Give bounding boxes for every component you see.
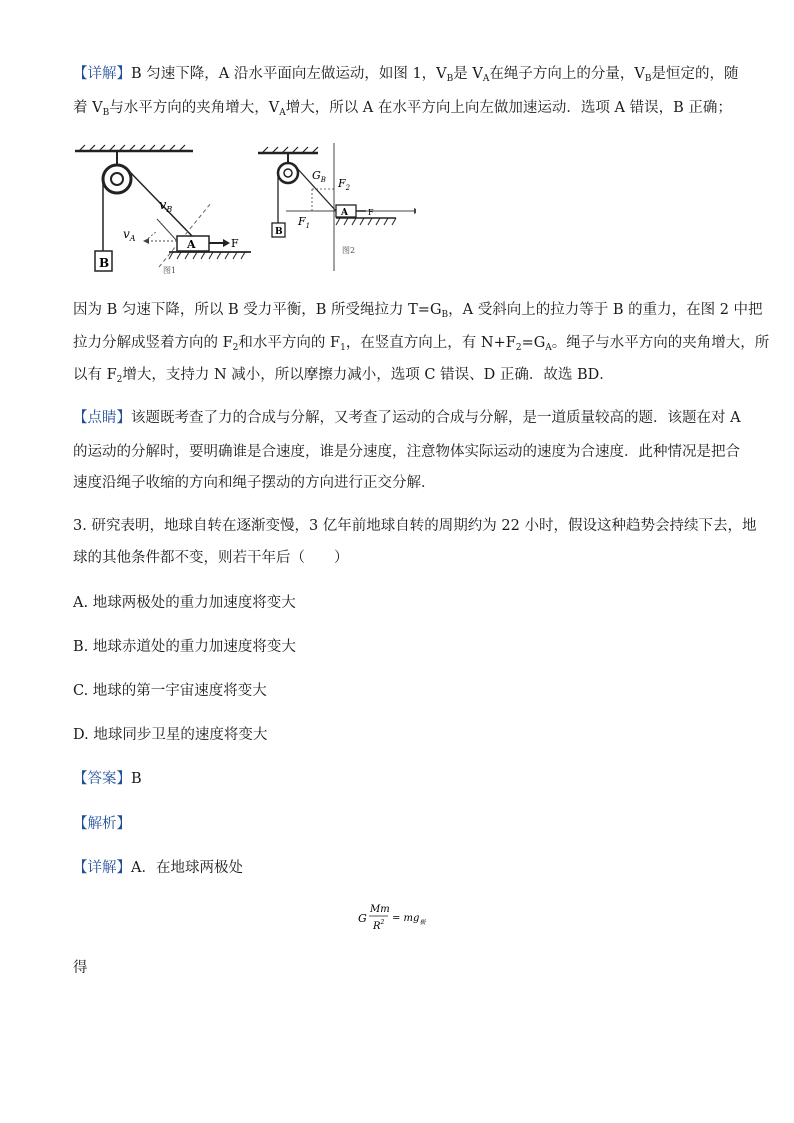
answer-line [73, 769, 142, 789]
question3-line2 [73, 548, 349, 568]
vb-label: $v_B$ [159, 198, 173, 214]
detail1-line1 [73, 64, 738, 84]
text-run: 的运动的分解时，要明确谁是合速度，谁是分速度，注意物体实际运动的速度为合速度．此种情况是把合 [73, 444, 740, 460]
subscript: 2 [116, 375, 123, 385]
formula-denominator: $R^2$ [373, 919, 385, 932]
vb-vector [157, 219, 177, 241]
para2-line1 [73, 300, 763, 320]
text-run: 增大，所以 A 在水平方向上向左做加速运动．选项 A 错误，B 正确； [285, 100, 732, 116]
detail1-line2 [73, 98, 732, 118]
analysis-tag: 【解析】 [73, 816, 131, 832]
text-run: 在绳子方向上的分量，V [489, 66, 645, 82]
text-run: 因为 B 匀速下降，所以 B 受力平衡，B 所受绳拉力 T=G [73, 302, 442, 318]
option-d [73, 725, 267, 745]
subscript: B [102, 108, 110, 118]
text-run: 是恒定的，随 [651, 66, 739, 82]
axis-arrowhead [414, 208, 416, 214]
detail-tag: 【详解】 [73, 860, 131, 876]
force-label: F [368, 208, 374, 217]
formula-rhs: = $mg_极$ [392, 913, 426, 926]
text-run: 和水平方向的 F [238, 335, 341, 351]
subscript: 2 [232, 343, 239, 353]
comment-line2 [73, 442, 740, 462]
analysis-line [73, 814, 131, 834]
answer-tag: 【答案】 [73, 771, 131, 787]
figure-1-pulley-diagram [73, 143, 273, 275]
option-text: B. 地球赤道处的重力加速度将变大 [73, 639, 296, 655]
text-run: 。绳子与水平方向的夹角增大，所 [551, 335, 770, 351]
text-run: 以有 F [73, 367, 117, 383]
figure-2-force-diagram [256, 143, 416, 273]
subscript: B [644, 74, 652, 84]
subscript: 2 [515, 343, 522, 353]
subscript: A [545, 343, 552, 353]
subscript: 1 [340, 343, 346, 353]
pulley-axle [284, 169, 292, 177]
block-a-label: A [341, 208, 348, 218]
va-arrowhead [143, 238, 149, 244]
floor-hatch [336, 218, 396, 225]
text-run: =G [521, 335, 546, 351]
force-label: F [231, 237, 239, 250]
option-a [73, 593, 296, 613]
detail2-line [73, 858, 243, 878]
va-label: $v_A$ [123, 227, 136, 243]
text-run: A．在地球两极处 [131, 860, 243, 876]
text-run: 该题既考查了力的合成与分解，又考查了运动的合成与分解，是一道质量较高的题．该题在对 A [131, 410, 741, 426]
force-arrowhead [223, 239, 230, 247]
text-run: 得 [73, 960, 88, 976]
question3-line1 [73, 516, 756, 536]
block-b-label: B [99, 256, 110, 270]
question-text: 球的其他条件都不变，则若干年后（ ） [73, 550, 349, 566]
subscript: A [279, 108, 286, 118]
gb-label: $G_B$ [312, 169, 326, 184]
f2-label: $F_2$ [338, 177, 351, 192]
option-c [73, 681, 267, 701]
text-run: 与水平方向的夹角增大，V [109, 100, 280, 116]
text-run: ，A 受斜向上的拉力等于 B 的重力，在图 2 中把 [448, 302, 763, 318]
formula-g: G [358, 912, 367, 925]
floor-hatch [169, 252, 245, 259]
figure-1-caption: 图1 [163, 266, 177, 275]
f1-label: $F_1$ [298, 215, 311, 230]
option-text: A. 地球两极处的重力加速度将变大 [73, 595, 296, 611]
para2-line3 [73, 365, 614, 385]
subscript: B [446, 74, 454, 84]
answer-value: B [131, 771, 142, 787]
para2-line2 [73, 333, 769, 353]
subscript: B [441, 310, 449, 320]
text-run: 着 V [73, 100, 103, 116]
option-text: D. 地球同步卫星的速度将变大 [73, 727, 268, 743]
block-b-label: B [275, 227, 283, 237]
option-text: C. 地球的第一宇宙速度将变大 [73, 683, 267, 699]
text-run: 速度沿绳子收缩的方向和绳子摆动的方向进行正交分解． [73, 475, 436, 491]
gravity-formula [356, 898, 446, 938]
text-run: 拉力分解成竖着方向的 F [73, 335, 233, 351]
subscript: A [482, 74, 490, 84]
text-run: 增大，支持力 N 减小，所以摩擦力减小，选项 C 错误、D 正确．故选 BD． [122, 367, 614, 383]
comment-line1 [73, 408, 741, 428]
pulley-axle [111, 173, 123, 185]
text-run: B 匀速下降，A 沿水平面向左做运动，如图 1，V [131, 66, 447, 82]
de-line [73, 958, 88, 978]
formula-numerator: Mm [370, 904, 390, 915]
text-run: 是 V [453, 66, 483, 82]
comment-tag: 【点睛】 [73, 410, 131, 426]
option-b [73, 637, 296, 657]
text-run: ，在竖直方向上，有 N+F [345, 335, 516, 351]
block-a-label: A [187, 238, 196, 251]
comment-line3 [73, 473, 436, 493]
figure-2-caption: 图2 [342, 246, 356, 255]
detail-tag: 【详解】 [73, 66, 131, 82]
question-text: 3. 研究表明，地球自转在逐渐变慢，3 亿年前地球自转的周期约为 22 小时，假设这种趋势会持续下去，地 [73, 518, 757, 534]
